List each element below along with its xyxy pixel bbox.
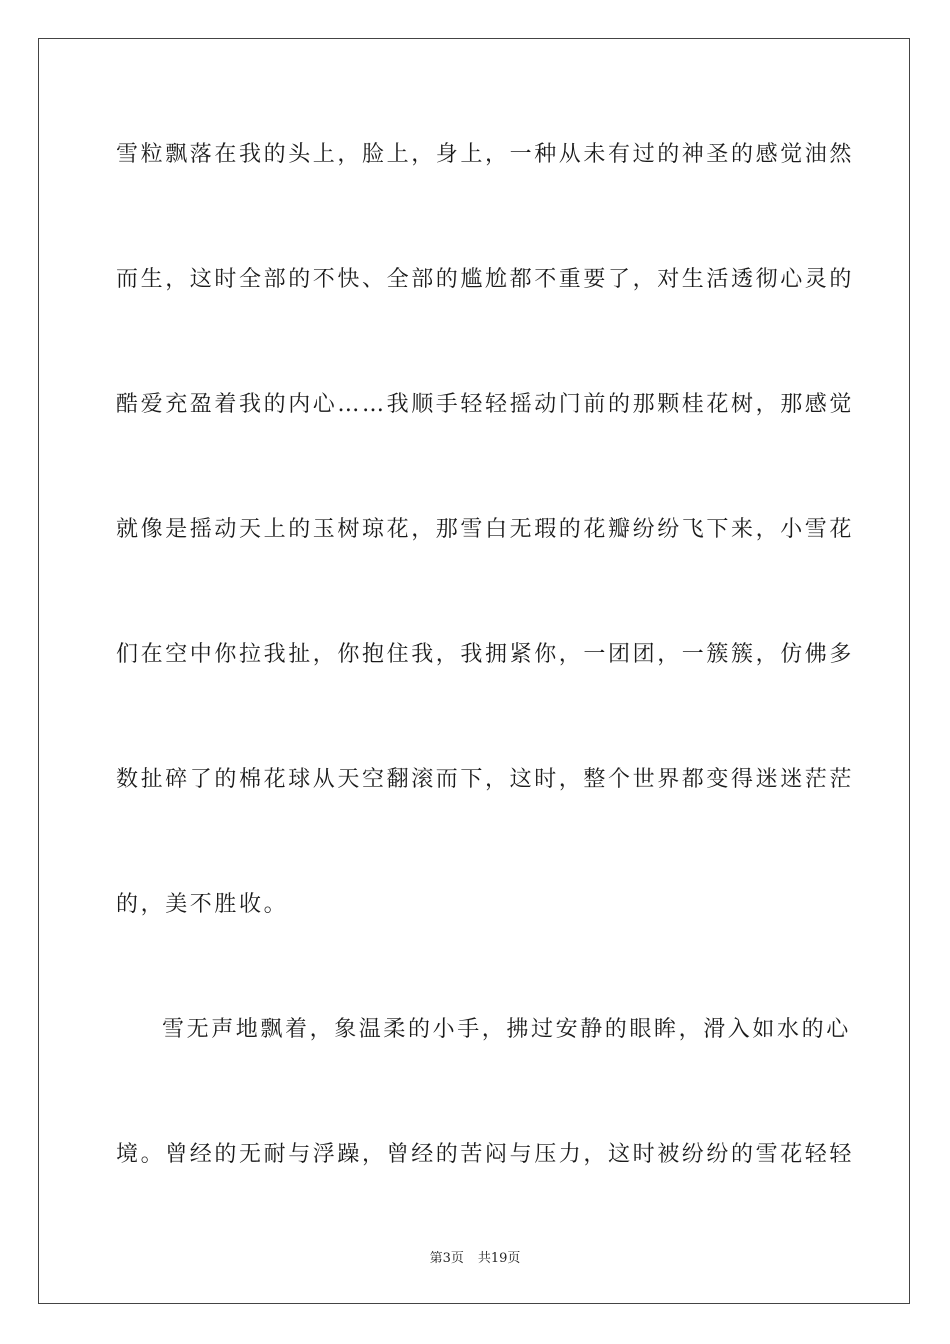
page-number: 第3页 — [429, 1251, 464, 1266]
text-line: 们在空中你拉我扯，你抱住我，我拥紧你，一团团，一簇簇，仿佛多 — [116, 642, 855, 667]
page-footer — [0, 1247, 950, 1266]
paragraph-first-line: 雪无声地飘着，象温柔的小手，拂过安静的眼眸，滑入如水的心 — [162, 1017, 851, 1042]
page-total: 共19页 — [477, 1251, 521, 1266]
text-line: 数扯碎了的棉花球从天空翻滚而下，这时，整个世界都变得迷迷茫茫 — [116, 767, 855, 792]
text-line: 就像是摇动天上的玉树琼花，那雪白无瑕的花瓣纷纷飞下来，小雪花 — [116, 517, 855, 542]
text-line: 境。曾经的无耐与浮躁，曾经的苦闷与压力，这时被纷纷的雪花轻轻 — [116, 1142, 855, 1167]
document-body — [116, 124, 855, 1249]
text-line: 雪粒飘落在我的头上，脸上，身上，一种从未有过的神圣的感觉油然 — [116, 142, 855, 167]
text-line: 酷爱充盈着我的内心……我顺手轻轻摇动门前的那颗桂花树，那感觉 — [116, 392, 855, 417]
text-line: 而生，这时全部的不快、全部的尴尬都不重要了，对生活透彻心灵的 — [116, 267, 855, 292]
text-line: 的，美不胜收。 — [116, 892, 289, 917]
